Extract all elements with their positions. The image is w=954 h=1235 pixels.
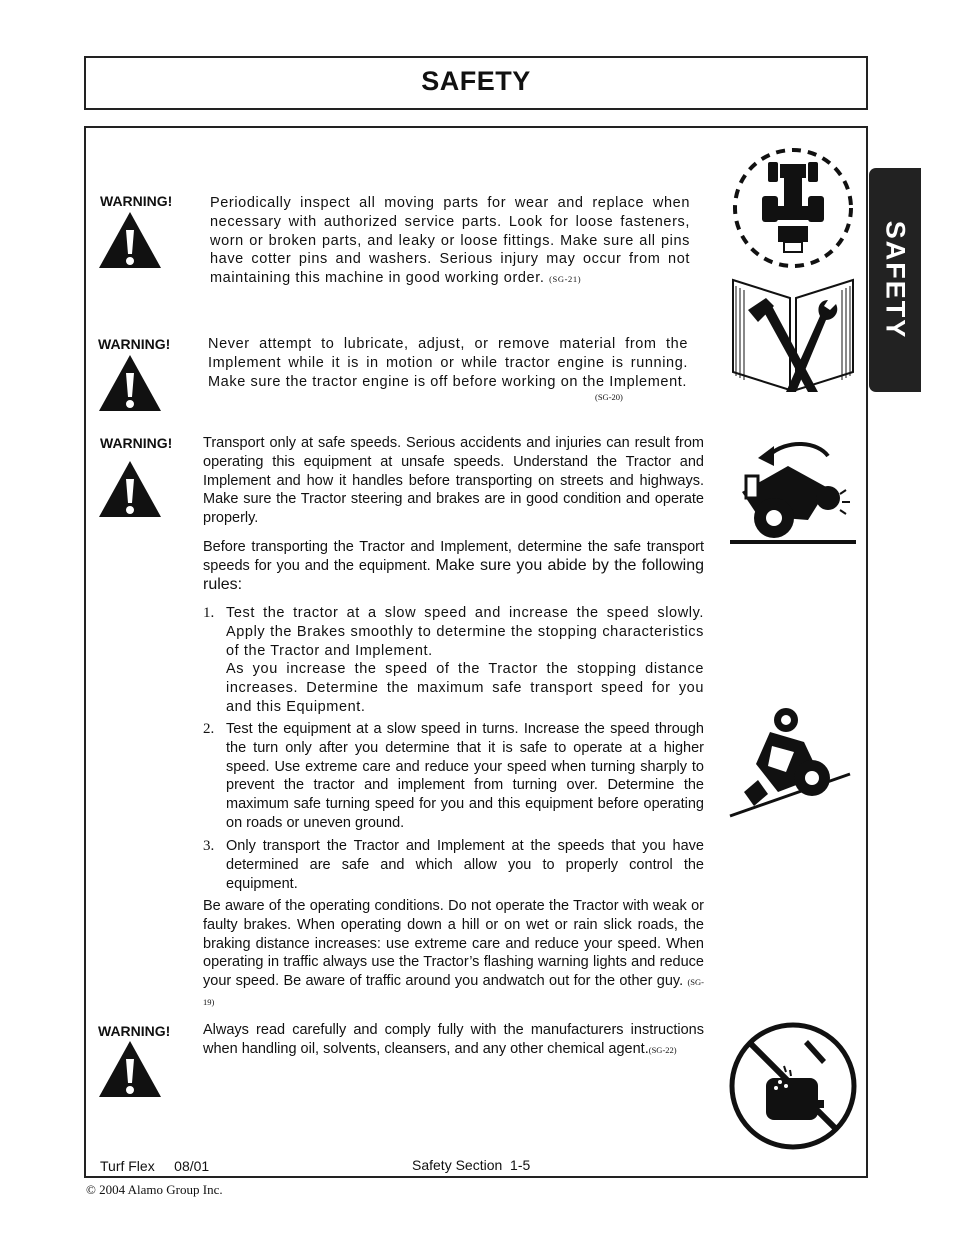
warning-triangle-icon [97, 459, 163, 519]
warning-label: WARNING! [98, 336, 171, 352]
warning-label: WARNING! [98, 1023, 171, 1039]
rule-2-text: Test the equipment at a slow speed in turns. Increase the speed through the turn only after you determine that it is safe to operate at a higher speed. Use extreme care and reduce your speed when turning sharply to prevent the tractor and implement from turning over. Determine the maximum safe turning speed for you and this equipment before operating on roads or uneven ground. [226, 721, 704, 831]
side-tab-label-wrap [869, 168, 921, 392]
intro-b: Make sure you abide by the following rules: [203, 556, 705, 593]
warning-text-sg20: Never attempt to lubricate, adjust, or remove material from the Implement while it is in motion or while tractor engine is running. Make sure the tractor engine is off before working on the Implement. [208, 336, 688, 390]
ref-code: (SG-19) [203, 977, 704, 1007]
tractor-rollover-icon [728, 436, 858, 548]
warning-triangle-icon [97, 1039, 163, 1099]
footer-left: Turf Flex 08/01 [100, 1158, 210, 1174]
warning-label: WARNING! [100, 435, 173, 451]
no-chemical-hand-icon [728, 1020, 858, 1152]
transport-intro [203, 538, 704, 594]
warning-label: WARNING! [100, 193, 173, 209]
warning-text-sg21 [210, 194, 690, 289]
warning-triangle-icon [97, 210, 163, 270]
warning-triangle-icon [97, 353, 163, 413]
intro-a: Before transporting the Tractor and Implement, determine the safe transport speeds for you and the equipment. [203, 539, 704, 574]
rule-number: 3. [203, 838, 215, 854]
rule-1-text-2: As you increase the speed of the Tractor the stopping distance increases. Determine the maximum safe transport speed for you and this Equipment. [226, 661, 704, 715]
warning-text: Always read carefully and comply fully with the manufacturers instructions when handling oil, solvents, cleansers, and any other chemical agent. [203, 1022, 704, 1057]
operating-conditions-text [203, 897, 704, 1012]
rule-1-text: Test the tractor at a slow speed and increase the speed slowly. Apply the Brakes smoothly to determine the stopping characteristics of the Tractor and Implement. [226, 605, 704, 659]
closing-text: Be aware of the operating conditions. Do not operate the Tractor with weak or faulty brakes. When operating down a hill or on wet or rain slick roads, the braking distance increases: use extreme care and reduce your speed. When operating in traffic always use the Tractor’s flashing warning lights and reduce your speed. Be aware of traffic around you andwatch out for the other guy. [203, 898, 704, 990]
footer-page-number: Safety Section 1-5 [412, 1157, 531, 1173]
page-title: SAFETY [421, 66, 531, 96]
side-tab-label: SAFETY [880, 220, 911, 340]
tractor-top-view-icon [728, 144, 858, 272]
manual-book-tools-icon [728, 270, 858, 395]
rule-number: 1. [203, 605, 215, 621]
warning-text-sg22 [203, 1021, 704, 1060]
ref-code: (SG-20) [595, 392, 623, 402]
rule-number: 2. [203, 721, 215, 737]
warning-text: Periodically inspect all moving parts for wear and replace when necessary with authorized service parts. Look for loose fasteners, worn or broken parts, and leaky or loose fittings. Make sure all pins have cotter pins and washers. Serious injury may occur from not maintaining this machine in good working order. [210, 195, 690, 287]
rule-3-text: Only transport the Tractor and Implement at the speeds that you have determined are safe and which allow you to properly control the equipment. [226, 838, 704, 892]
warning-text-sg19: Transport only at safe speeds. Serious accidents and injuries can result from operating this equipment at unsafe speeds. Understand the Tractor and Implement and how it handles before transporting on streets and highways. Make sure the Tractor steering and brakes are in good condition and operate properly. [203, 435, 704, 527]
tractor-slope-tip-icon [728, 702, 853, 820]
ref-code: (SG-22) [648, 1044, 677, 1055]
copyright: © 2004 Alamo Group Inc. [86, 1182, 223, 1197]
ref-code: (SG-21) [549, 274, 582, 285]
